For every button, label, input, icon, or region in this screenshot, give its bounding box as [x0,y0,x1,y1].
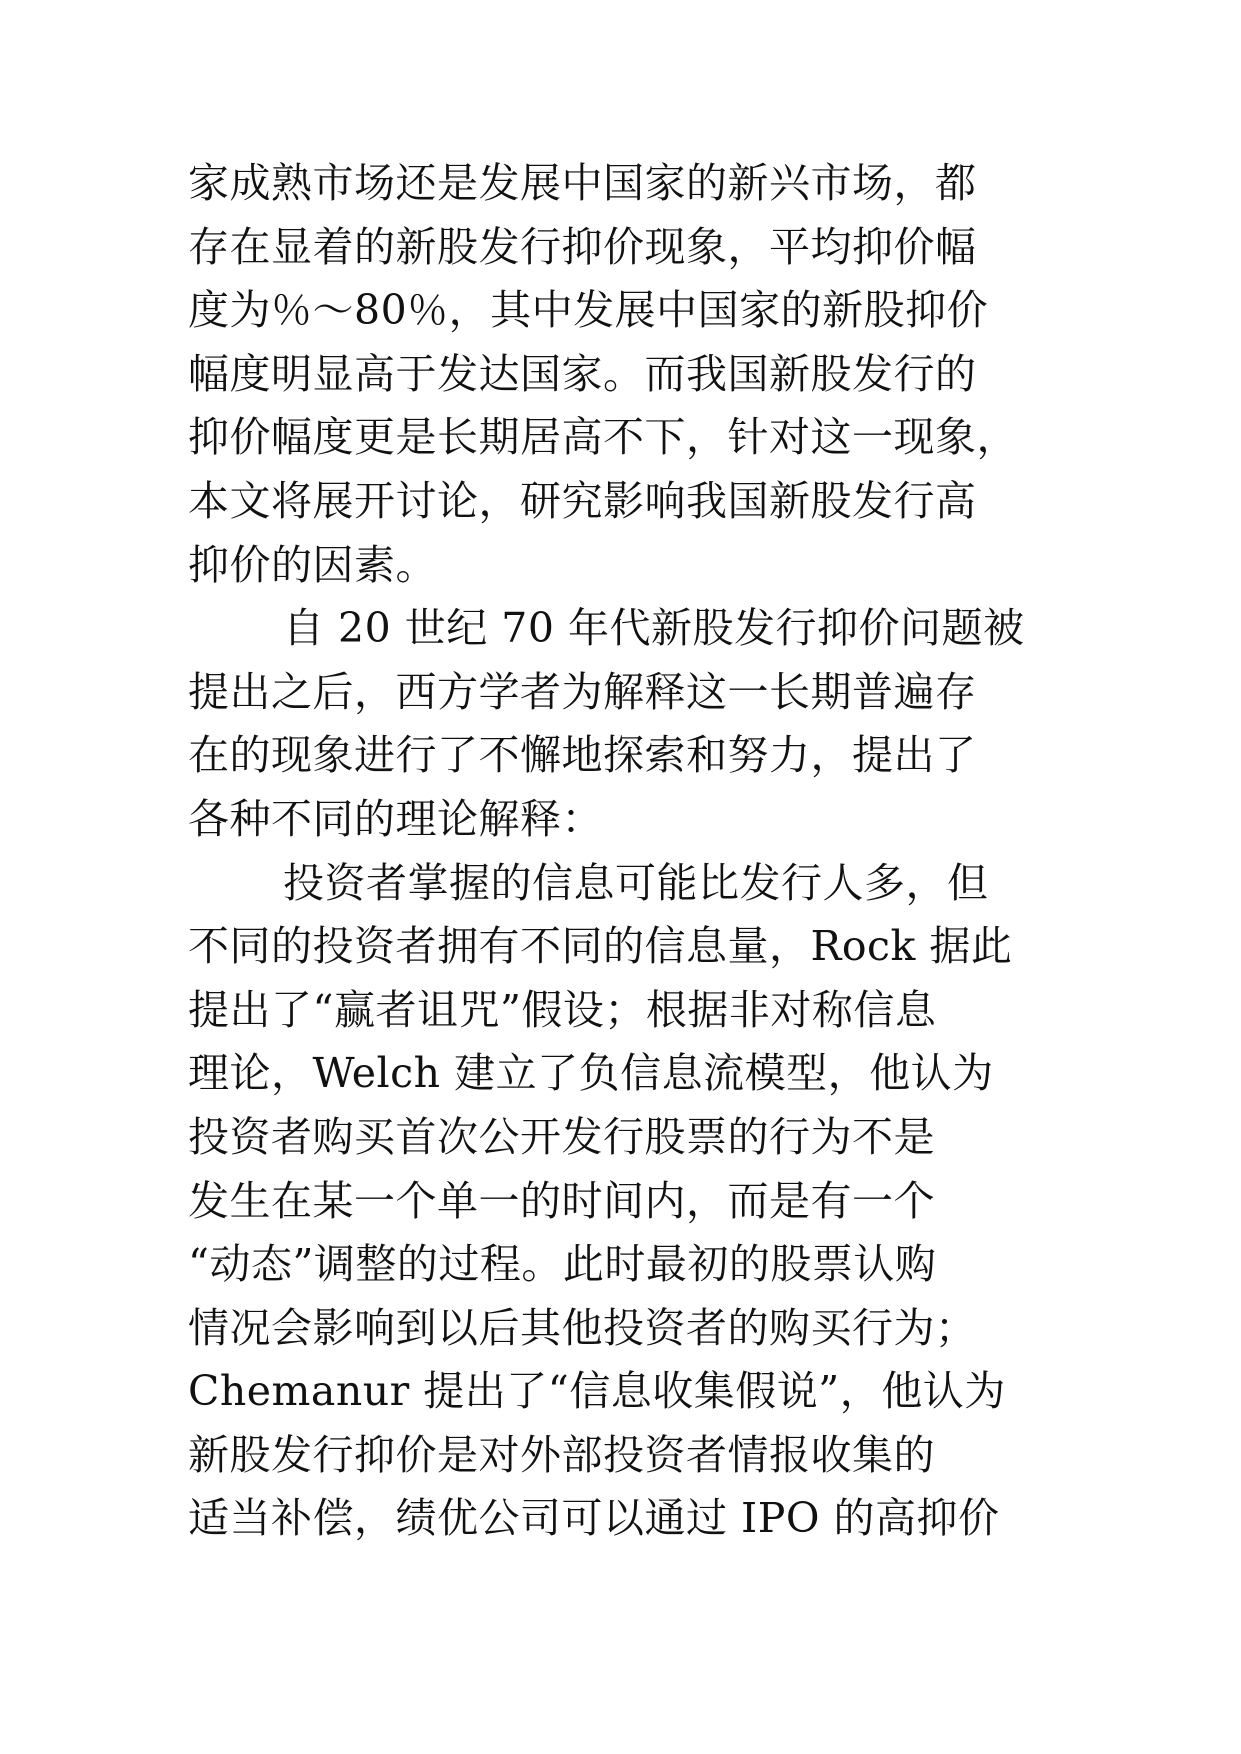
text-line: 各种不同的理论解释： [188,794,603,843]
text-line: 幅度明显高于发达国家。而我国新股发行的 [188,349,977,398]
text-line: 投资者掌握的信息可能比发行人多，但 [283,858,989,907]
text-line: 本文将展开讨论，研究影响我国新股发行高 [188,476,977,525]
text-line: 提出之后，西方学者为解释这一长期普遍存 [188,667,977,716]
text-line: 存在显着的新股发行抑价现象，平均抑价幅 [188,222,977,271]
text-line: Chemanur 提出了“信息收集假说”，他认为 [188,1367,1006,1416]
text-line: “动态”调整的过程。此时最初的股票认购 [188,1240,937,1289]
text-line: 适当补偿，绩优公司可以通过 IPO 的高抑价 [188,1494,1000,1543]
text-line: 在的现象进行了不懈地探索和努力，提出了 [188,731,977,780]
text-line: 自 20 世纪 70 年代新股发行抑价问题被 [283,604,1025,653]
text-line: 投资者购买首次公开发行股票的行为不是 [188,1112,935,1161]
text-line: 新股发行抑价是对外部投资者情报收集的 [188,1430,935,1479]
text-line: 发生在某一个单一的时间内，而是有一个 [188,1176,935,1225]
text-line: 情况会影响到以后其他投资者的购买行为； [188,1303,977,1352]
text-line: 理论，Welch 建立了负信息流模型，他认为 [188,1049,994,1098]
text-line: 度为％～80％，其中发展中国家的新股抑价 [188,286,989,335]
text-line: 提出了“赢者诅咒”假设；根据非对称信息 [188,985,937,1034]
text-line: 抑价的因素。 [188,540,437,589]
text-line: 家成熟市场还是发展中国家的新兴市场，都 [188,159,977,207]
text-line: 抑价幅度更是长期居高不下，针对这一现象， [188,413,1018,462]
text-line: 不同的投资者拥有不同的信息量，Rock 据此 [188,922,1013,971]
body-text [188,152,1068,1551]
